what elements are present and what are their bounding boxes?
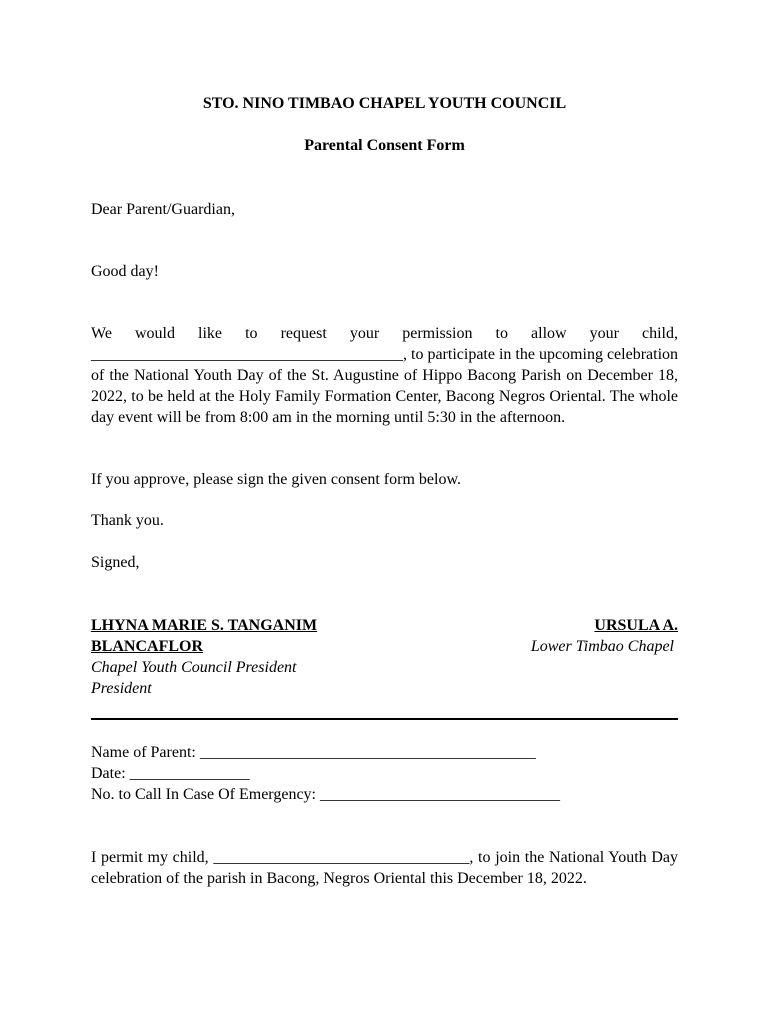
- request-paragraph: [91, 323, 678, 428]
- right-signatory: [531, 615, 678, 657]
- signed-text: Signed,: [91, 554, 140, 571]
- emergency-number-field[interactable]: No. to Call In Case Of Emergency: ______________________________: [91, 786, 560, 803]
- salutation: Dear Parent/Guardian,: [91, 201, 235, 218]
- permit-statement[interactable]: I permit my child, ________________________________, to join the National Youth Day celebration of the parish in Bacong, Negros Oriental this December 18, 2022.: [91, 849, 678, 887]
- section-divider: [91, 718, 678, 720]
- organization-title: STO. NINO TIMBAO CHAPEL YOUTH COUNCIL: [202, 95, 567, 112]
- parent-info-section: [91, 742, 678, 805]
- greeting: Good day!: [91, 263, 159, 280]
- left-signatory-name-line1: LHYNA MARIE S. TANGANIM: [91, 617, 318, 634]
- approval-text: If you approve, please sign the given consent form below.: [91, 471, 461, 488]
- right-signatory-title: Lower Timbao Chapel: [530, 638, 674, 655]
- left-signatory-name-line2: BLANCAFLOR: [91, 638, 204, 655]
- form-title: Parental Consent Form: [304, 137, 465, 154]
- right-signatory-name: URSULA A.: [594, 617, 678, 634]
- request-paragraph-body: _______________________________________, to participate in the upcoming celebration of the National Youth Day of the St. Augustine of Hippo Bacong Parish on December 18, 2022, to be held at the Holy Family Formation Center, Bacong Negros Oriental. The whole day event will be from 8:00 am in the morning until 5:30 in the afternoon.: [91, 346, 679, 426]
- request-paragraph-first-line: We would like to request your permission to allow your child,: [91, 325, 678, 342]
- left-signatory: [91, 615, 391, 699]
- date-field[interactable]: Date: _______________: [91, 765, 250, 782]
- thanks-text: Thank you.: [91, 512, 164, 529]
- left-signatory-title-line1: Chapel Youth Council President: [91, 659, 297, 676]
- parent-name-field[interactable]: Name of Parent: __________________________________________: [91, 744, 536, 761]
- left-signatory-title-line2: President: [91, 680, 152, 697]
